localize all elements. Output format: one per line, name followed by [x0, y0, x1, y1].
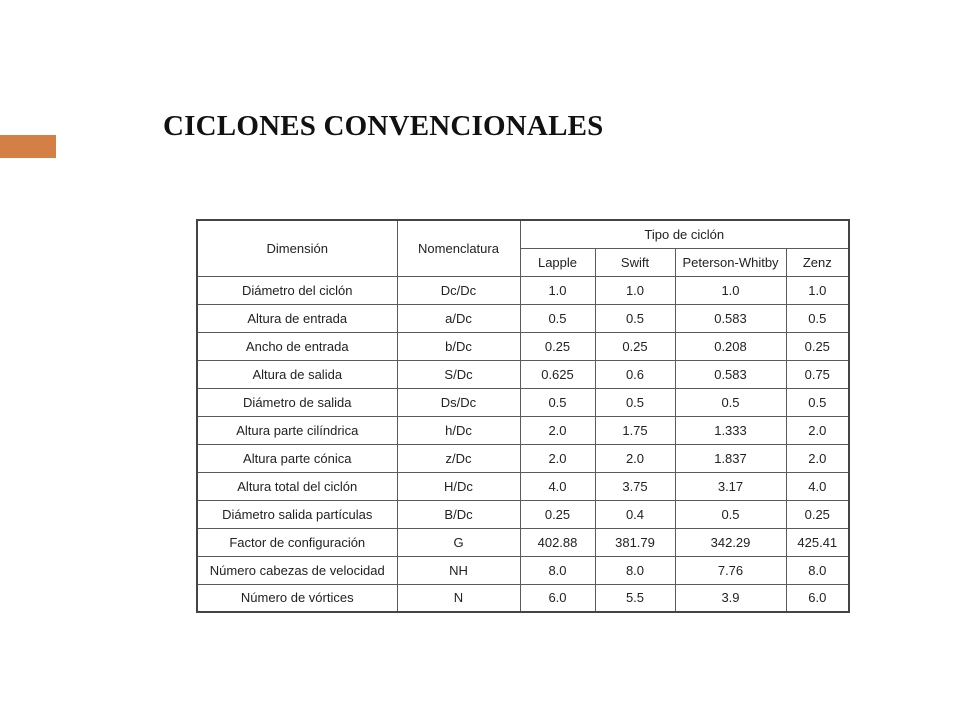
cell-value-zenz: 0.25	[786, 500, 849, 528]
cell-value-zenz: 0.25	[786, 332, 849, 360]
cell-value-swift: 3.75	[595, 472, 675, 500]
cell-value-peterson-whitby: 3.17	[675, 472, 786, 500]
cell-value-peterson-whitby: 0.5	[675, 388, 786, 416]
cell-nomenclature: S/Dc	[397, 360, 520, 388]
cell-value-swift: 0.25	[595, 332, 675, 360]
cell-value-swift: 1.75	[595, 416, 675, 444]
table-row	[197, 444, 849, 472]
cell-value-swift: 0.5	[595, 304, 675, 332]
cell-value-peterson-whitby: 3.9	[675, 584, 786, 612]
cell-value-zenz: 0.75	[786, 360, 849, 388]
table-row	[197, 304, 849, 332]
cell-nomenclature: NH	[397, 556, 520, 584]
cell-nomenclature: a/Dc	[397, 304, 520, 332]
cell-dimension: Altura parte cilíndrica	[197, 416, 397, 444]
cell-value-lapple: 0.625	[520, 360, 595, 388]
cell-value-zenz: 2.0	[786, 416, 849, 444]
cell-value-peterson-whitby: 7.76	[675, 556, 786, 584]
cell-nomenclature: N	[397, 584, 520, 612]
cell-value-lapple: 8.0	[520, 556, 595, 584]
header-cyclone-type: Tipo de ciclón	[520, 220, 849, 248]
cell-value-lapple: 1.0	[520, 276, 595, 304]
cell-value-lapple: 6.0	[520, 584, 595, 612]
accent-bar	[0, 135, 56, 158]
slide-title: CICLONES CONVENCIONALES	[163, 110, 604, 142]
cell-value-zenz: 8.0	[786, 556, 849, 584]
cell-value-lapple: 2.0	[520, 444, 595, 472]
cell-nomenclature: Ds/Dc	[397, 388, 520, 416]
header-type-zenz: Zenz	[786, 248, 849, 276]
header-row	[197, 220, 849, 248]
cell-nomenclature: B/Dc	[397, 500, 520, 528]
cell-value-zenz: 425.41	[786, 528, 849, 556]
cell-nomenclature: b/Dc	[397, 332, 520, 360]
cell-value-swift: 381.79	[595, 528, 675, 556]
header-type-peterson-whitby: Peterson-Whitby	[675, 248, 786, 276]
table-row	[197, 500, 849, 528]
cell-nomenclature: z/Dc	[397, 444, 520, 472]
cell-value-peterson-whitby: 1.837	[675, 444, 786, 472]
table-body	[197, 276, 849, 612]
cell-value-swift: 0.6	[595, 360, 675, 388]
table-row	[197, 528, 849, 556]
cell-value-swift: 1.0	[595, 276, 675, 304]
cell-value-lapple: 0.25	[520, 332, 595, 360]
cell-value-peterson-whitby: 0.583	[675, 304, 786, 332]
cell-dimension: Diámetro salida partículas	[197, 500, 397, 528]
cell-value-zenz: 0.5	[786, 388, 849, 416]
cell-value-zenz: 2.0	[786, 444, 849, 472]
cell-value-swift: 8.0	[595, 556, 675, 584]
cell-value-lapple: 4.0	[520, 472, 595, 500]
cell-value-peterson-whitby: 1.0	[675, 276, 786, 304]
cell-value-swift: 5.5	[595, 584, 675, 612]
table-row	[197, 276, 849, 304]
cyclone-dimensions-table	[196, 219, 850, 613]
cell-value-lapple: 402.88	[520, 528, 595, 556]
table-row	[197, 388, 849, 416]
cell-nomenclature: h/Dc	[397, 416, 520, 444]
cell-dimension: Altura total del ciclón	[197, 472, 397, 500]
cell-nomenclature: H/Dc	[397, 472, 520, 500]
cell-dimension: Factor de configuración	[197, 528, 397, 556]
cell-dimension: Diámetro del ciclón	[197, 276, 397, 304]
table-row	[197, 556, 849, 584]
cell-value-lapple: 0.25	[520, 500, 595, 528]
cell-value-peterson-whitby: 0.208	[675, 332, 786, 360]
cell-value-swift: 0.5	[595, 388, 675, 416]
header-nomenclature: Nomenclatura	[397, 220, 520, 276]
cell-dimension: Altura de salida	[197, 360, 397, 388]
cell-value-lapple: 2.0	[520, 416, 595, 444]
cell-dimension: Altura parte cónica	[197, 444, 397, 472]
cell-dimension: Altura de entrada	[197, 304, 397, 332]
cell-value-peterson-whitby: 342.29	[675, 528, 786, 556]
table-row	[197, 416, 849, 444]
cell-value-swift: 0.4	[595, 500, 675, 528]
cell-value-zenz: 6.0	[786, 584, 849, 612]
cell-value-peterson-whitby: 0.583	[675, 360, 786, 388]
table-row	[197, 360, 849, 388]
cell-value-zenz: 4.0	[786, 472, 849, 500]
table-row	[197, 584, 849, 612]
cell-dimension: Número de vórtices	[197, 584, 397, 612]
cell-value-lapple: 0.5	[520, 304, 595, 332]
table-row	[197, 332, 849, 360]
header-type-swift: Swift	[595, 248, 675, 276]
cell-value-peterson-whitby: 0.5	[675, 500, 786, 528]
cell-value-zenz: 1.0	[786, 276, 849, 304]
cell-nomenclature: Dc/Dc	[397, 276, 520, 304]
cell-value-peterson-whitby: 1.333	[675, 416, 786, 444]
table-row	[197, 472, 849, 500]
cell-dimension: Diámetro de salida	[197, 388, 397, 416]
header-type-lapple: Lapple	[520, 248, 595, 276]
cell-value-lapple: 0.5	[520, 388, 595, 416]
cell-dimension: Ancho de entrada	[197, 332, 397, 360]
header-dimension: Dimensión	[197, 220, 397, 276]
cell-value-swift: 2.0	[595, 444, 675, 472]
cell-dimension: Número cabezas de velocidad	[197, 556, 397, 584]
cell-value-zenz: 0.5	[786, 304, 849, 332]
cell-nomenclature: G	[397, 528, 520, 556]
